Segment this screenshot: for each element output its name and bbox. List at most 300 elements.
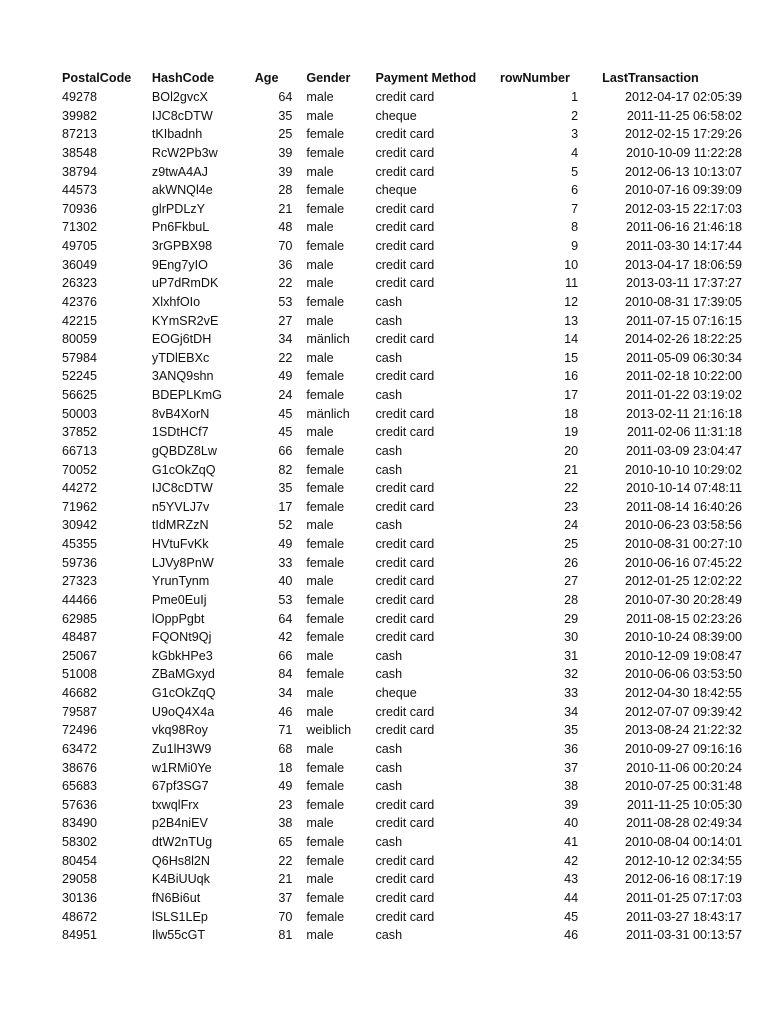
cell-hash-code: ZBaMGxyd — [151, 667, 215, 682]
cell-payment-method: credit card — [375, 723, 435, 738]
table-row — [62, 647, 742, 666]
table-row — [62, 610, 742, 629]
cell-payment-method: cash — [375, 928, 403, 943]
cell-gender: female — [306, 630, 345, 645]
cell-age: 70 — [278, 909, 293, 924]
cell-postal-code: 71302 — [62, 220, 98, 235]
cell-postal-code: 44466 — [62, 592, 98, 607]
cell-age: 28 — [278, 183, 293, 198]
cell-hash-code: fN6Bi6ut — [151, 890, 201, 905]
cell-postal-code: 42376 — [62, 294, 98, 309]
table-row — [62, 554, 742, 573]
cell-row-number: 29 — [564, 611, 579, 626]
table-row — [62, 870, 742, 889]
table-row — [62, 293, 742, 312]
cell-last-transaction: 2011-03-30 14:17:44 — [625, 239, 742, 253]
cell-age: 22 — [278, 350, 293, 365]
table-row — [62, 312, 742, 331]
table-row — [62, 498, 742, 517]
cell-last-transaction: 2010-08-31 00:27:10 — [625, 537, 742, 551]
cell-postal-code: 27323 — [62, 574, 98, 589]
cell-gender: male — [306, 648, 334, 663]
table-row — [62, 200, 742, 219]
cell-gender: female — [306, 443, 345, 458]
table-row — [62, 423, 742, 442]
cell-age: 81 — [278, 928, 293, 943]
cell-hash-code: KYmSR2vE — [151, 313, 219, 328]
table-row — [62, 721, 742, 740]
cell-postal-code: 36049 — [62, 257, 98, 272]
cell-payment-method: cash — [375, 760, 403, 775]
cell-last-transaction: 2010-12-09 19:08:47 — [625, 648, 742, 663]
cell-payment-method: credit card — [375, 369, 435, 384]
cell-postal-code: 38794 — [62, 164, 98, 179]
cell-gender: female — [306, 183, 345, 198]
cell-postal-code: 26323 — [62, 276, 98, 291]
cell-age: 36 — [278, 257, 293, 272]
cell-row-number: 38 — [564, 779, 579, 794]
cell-hash-code: kGbkHPe3 — [151, 648, 213, 663]
cell-age: 64 — [278, 611, 293, 626]
cell-postal-code: 58302 — [62, 835, 98, 849]
cell-postal-code: 59736 — [62, 555, 98, 570]
cell-postal-code: 80059 — [62, 332, 98, 347]
cell-last-transaction: 2010-10-14 07:48:11 — [625, 481, 742, 496]
table-row — [62, 218, 742, 237]
table-row — [62, 516, 742, 535]
cell-hash-code: Pn6FkbuL — [151, 220, 210, 235]
cell-postal-code: 65683 — [62, 779, 98, 794]
cell-row-number: 37 — [564, 760, 579, 775]
cell-payment-method: cheque — [375, 108, 417, 123]
cell-row-number: 18 — [564, 406, 579, 421]
cell-postal-code: 62985 — [62, 611, 98, 626]
cell-row-number: 39 — [564, 797, 579, 812]
cell-age: 21 — [278, 201, 293, 216]
cell-gender: male — [306, 872, 334, 887]
cell-age: 34 — [278, 332, 293, 347]
cell-gender: male — [306, 928, 334, 943]
cell-age: 53 — [278, 592, 293, 607]
cell-last-transaction: 2011-08-15 02:23:26 — [625, 611, 742, 626]
cell-gender: female — [306, 909, 345, 924]
cell-age: 48 — [278, 220, 293, 235]
cell-postal-code: 80454 — [62, 853, 98, 868]
header-row-number: rowNumber — [499, 71, 570, 85]
cell-postal-code: 49705 — [62, 239, 98, 253]
table-row — [62, 908, 742, 927]
cell-payment-method: credit card — [375, 90, 435, 104]
cell-last-transaction: 2012-06-16 08:17:19 — [625, 872, 742, 887]
cell-payment-method: credit card — [375, 537, 435, 551]
cell-postal-code: 25067 — [62, 648, 98, 663]
table-row — [62, 405, 742, 424]
cell-last-transaction: 2011-03-09 23:04:47 — [625, 443, 742, 458]
cell-payment-method: cash — [375, 462, 403, 477]
cell-gender: female — [306, 239, 345, 253]
cell-payment-method: credit card — [375, 816, 435, 831]
cell-hash-code: dtW2nTUg — [151, 835, 213, 849]
cell-age: 22 — [278, 853, 293, 868]
cell-hash-code: BDEPLKmG — [151, 388, 222, 402]
cell-age: 45 — [278, 406, 293, 421]
cell-payment-method: credit card — [375, 425, 435, 440]
cell-age: 37 — [278, 890, 293, 905]
cell-hash-code: 8vB4XorN — [151, 406, 210, 421]
cell-payment-method: cash — [375, 648, 403, 663]
cell-postal-code: 50003 — [62, 406, 98, 421]
cell-hash-code: FQONt9Qj — [151, 630, 212, 645]
cell-last-transaction: 2011-08-28 02:49:34 — [625, 816, 742, 831]
cell-last-transaction: 2010-06-06 03:53:50 — [625, 667, 742, 682]
cell-gender: female — [306, 592, 345, 607]
cell-last-transaction: 2010-10-10 10:29:02 — [625, 462, 742, 477]
cell-age: 65 — [278, 835, 293, 849]
header-age: Age — [254, 71, 279, 85]
cell-hash-code: gQBDZ8Lw — [151, 443, 217, 458]
cell-row-number: 11 — [565, 276, 579, 291]
cell-age: 34 — [278, 686, 293, 700]
cell-payment-method: credit card — [375, 909, 435, 924]
cell-payment-method: credit card — [375, 890, 435, 905]
cell-last-transaction: 2011-11-25 10:05:30 — [626, 797, 742, 812]
cell-age: 23 — [278, 797, 293, 812]
table-row — [62, 833, 742, 852]
table-row — [62, 740, 742, 759]
cell-gender: male — [306, 313, 334, 328]
cell-hash-code: IJC8cDTW — [151, 481, 213, 496]
cell-last-transaction: 2010-07-16 09:39:09 — [625, 183, 742, 198]
cell-hash-code: tIdMRZzN — [151, 518, 209, 533]
cell-postal-code: 48487 — [62, 630, 98, 645]
cell-hash-code: akWNQl4e — [151, 183, 213, 198]
cell-last-transaction: 2011-06-16 21:46:18 — [625, 220, 742, 235]
table-row — [62, 125, 742, 144]
cell-payment-method: credit card — [375, 127, 435, 142]
cell-row-number: 5 — [571, 164, 579, 179]
cell-gender: female — [306, 890, 345, 905]
cell-gender: female — [306, 499, 345, 514]
cell-postal-code: 66713 — [62, 443, 98, 458]
cell-gender: female — [306, 611, 345, 626]
cell-postal-code: 70052 — [62, 462, 98, 477]
cell-postal-code: 46682 — [62, 686, 98, 700]
cell-row-number: 45 — [564, 909, 579, 924]
cell-age: 49 — [278, 369, 293, 384]
cell-last-transaction: 2010-10-09 11:22:28 — [625, 145, 742, 160]
data-sheet — [0, 68, 768, 945]
cell-age: 45 — [278, 425, 293, 440]
cell-payment-method: cash — [375, 779, 403, 794]
cell-last-transaction: 2013-08-24 21:22:32 — [625, 723, 742, 738]
cell-postal-code: 51008 — [62, 667, 98, 682]
cell-payment-method: cash — [375, 388, 403, 402]
cell-postal-code: 39982 — [62, 108, 98, 123]
cell-payment-method: cash — [375, 518, 403, 533]
cell-last-transaction: 2012-04-30 18:42:55 — [625, 686, 742, 700]
cell-gender: female — [306, 537, 345, 551]
cell-row-number: 23 — [564, 499, 579, 514]
cell-last-transaction: 2011-02-06 11:31:18 — [626, 425, 742, 440]
cell-postal-code: 84951 — [62, 928, 98, 943]
cell-last-transaction: 2010-10-24 08:39:00 — [625, 630, 742, 645]
cell-payment-method: cash — [375, 667, 403, 682]
cell-row-number: 36 — [564, 741, 579, 756]
cell-row-number: 1 — [571, 90, 579, 104]
cell-payment-method: credit card — [375, 853, 435, 868]
cell-payment-method: credit card — [375, 797, 435, 812]
cell-gender: male — [306, 816, 334, 831]
table-row — [62, 814, 742, 833]
table-row — [62, 591, 742, 610]
table-row — [62, 852, 742, 871]
table-row — [62, 237, 742, 256]
cell-age: 49 — [278, 779, 293, 794]
cell-row-number: 30 — [564, 630, 579, 645]
cell-last-transaction: 2011-07-15 07:16:15 — [625, 313, 742, 328]
data-table — [62, 68, 742, 945]
cell-gender: female — [306, 201, 345, 216]
cell-row-number: 19 — [564, 425, 579, 440]
cell-row-number: 12 — [564, 294, 579, 309]
cell-payment-method: credit card — [375, 239, 435, 253]
cell-age: 24 — [278, 388, 293, 402]
cell-hash-code: LJVy8PnW — [151, 555, 214, 570]
cell-payment-method: credit card — [375, 574, 435, 589]
cell-gender: male — [306, 574, 334, 589]
header-last-transaction: LastTransaction — [602, 71, 699, 85]
cell-gender: male — [306, 425, 334, 440]
cell-row-number: 21 — [564, 462, 579, 477]
cell-age: 35 — [278, 481, 293, 496]
cell-gender: female — [306, 388, 345, 402]
cell-row-number: 28 — [564, 592, 579, 607]
cell-last-transaction: 2010-08-31 17:39:05 — [625, 294, 742, 309]
header-hash-code: HashCode — [151, 71, 215, 85]
cell-payment-method: cash — [375, 835, 403, 849]
cell-hash-code: n5YVLJ7v — [151, 499, 210, 514]
cell-postal-code: 72496 — [62, 723, 98, 738]
table-row — [62, 684, 742, 703]
cell-hash-code: G1cOkZqQ — [151, 686, 216, 700]
cell-row-number: 4 — [571, 145, 579, 160]
cell-postal-code: 37852 — [62, 425, 98, 440]
cell-last-transaction: 2011-03-27 18:43:17 — [625, 909, 742, 924]
cell-payment-method: credit card — [375, 332, 435, 347]
cell-gender: female — [306, 853, 345, 868]
cell-last-transaction: 2010-06-16 07:45:22 — [625, 555, 742, 570]
cell-gender: male — [306, 741, 334, 756]
cell-payment-method: credit card — [375, 555, 435, 570]
cell-hash-code: p2B4niEV — [151, 816, 208, 831]
cell-postal-code: 45355 — [62, 537, 98, 551]
cell-postal-code: 70936 — [62, 201, 98, 216]
cell-age: 66 — [278, 648, 293, 663]
cell-last-transaction: 2013-02-11 21:16:18 — [625, 406, 742, 421]
cell-payment-method: cash — [375, 741, 403, 756]
cell-hash-code: U9oQ4X4a — [151, 704, 215, 719]
table-row — [62, 535, 742, 554]
cell-payment-method: credit card — [375, 257, 435, 272]
cell-hash-code: txwqlFrx — [151, 797, 199, 812]
cell-hash-code: BOl2gvcX — [151, 90, 208, 104]
cell-hash-code: Q6Hs8l2N — [151, 853, 210, 868]
cell-age: 40 — [278, 574, 293, 589]
table-row — [62, 256, 742, 275]
cell-hash-code: yTDlEBXc — [151, 350, 210, 365]
cell-row-number: 44 — [564, 890, 579, 905]
table-row — [62, 572, 742, 591]
cell-payment-method: cash — [375, 350, 403, 365]
cell-hash-code: RcW2Pb3w — [151, 145, 218, 160]
cell-hash-code: Zu1lH3W9 — [151, 741, 212, 756]
cell-age: 64 — [278, 90, 293, 104]
cell-age: 18 — [278, 760, 293, 775]
cell-gender: female — [306, 294, 345, 309]
cell-postal-code: 57984 — [62, 350, 98, 365]
table-row — [62, 628, 742, 647]
cell-hash-code: 3ANQ9shn — [151, 369, 214, 384]
cell-gender: male — [306, 90, 334, 104]
cell-row-number: 9 — [571, 239, 579, 253]
cell-hash-code: 9Eng7yIO — [151, 257, 208, 272]
cell-age: 21 — [278, 872, 293, 887]
cell-row-number: 16 — [564, 369, 579, 384]
cell-gender: male — [306, 350, 334, 365]
cell-postal-code: 30942 — [62, 518, 98, 533]
cell-gender: female — [306, 369, 345, 384]
cell-age: 71 — [278, 723, 293, 738]
cell-hash-code: z9twA4AJ — [151, 164, 208, 179]
cell-last-transaction: 2011-01-25 07:17:03 — [625, 890, 742, 905]
cell-postal-code: 56625 — [62, 388, 98, 402]
cell-age: 42 — [278, 630, 293, 645]
cell-last-transaction: 2010-09-27 09:16:16 — [625, 741, 742, 756]
cell-payment-method: cash — [375, 313, 403, 328]
cell-row-number: 24 — [564, 518, 579, 533]
cell-age: 33 — [278, 555, 293, 570]
table-row — [62, 386, 742, 405]
cell-gender: female — [306, 835, 345, 849]
cell-postal-code: 63472 — [62, 741, 98, 756]
cell-age: 49 — [278, 537, 293, 551]
cell-payment-method: credit card — [375, 276, 435, 291]
cell-hash-code: G1cOkZqQ — [151, 462, 216, 477]
cell-payment-method: credit card — [375, 164, 435, 179]
cell-hash-code: lOppPgbt — [151, 611, 205, 626]
cell-hash-code: HVtuFvKk — [151, 537, 209, 551]
cell-row-number: 42 — [564, 853, 579, 868]
table-row — [62, 461, 742, 480]
cell-postal-code: 83490 — [62, 816, 98, 831]
cell-row-number: 2 — [571, 108, 579, 123]
cell-row-number: 43 — [564, 872, 579, 887]
cell-last-transaction: 2012-02-15 17:29:26 — [625, 127, 742, 142]
cell-hash-code: K4BiUUqk — [151, 872, 210, 887]
header-payment-method: Payment Method — [375, 71, 477, 85]
cell-payment-method: cash — [375, 294, 403, 309]
cell-last-transaction: 2010-07-25 00:31:48 — [625, 779, 742, 794]
cell-hash-code: uP7dRmDK — [151, 276, 219, 291]
cell-gender: male — [306, 276, 334, 291]
cell-row-number: 41 — [564, 835, 579, 849]
cell-gender: male — [306, 704, 334, 719]
cell-gender: male — [306, 518, 334, 533]
cell-payment-method: credit card — [375, 481, 435, 496]
cell-last-transaction: 2012-10-12 02:34:55 — [625, 853, 742, 868]
cell-age: 84 — [278, 667, 293, 682]
cell-hash-code: XlxhfOIo — [151, 294, 201, 309]
cell-last-transaction: 2011-05-09 06:30:34 — [625, 350, 742, 365]
cell-postal-code: 71962 — [62, 499, 98, 514]
cell-payment-method: cheque — [375, 686, 417, 700]
cell-postal-code: 44573 — [62, 183, 98, 198]
cell-last-transaction: 2010-07-30 20:28:49 — [625, 592, 742, 607]
cell-row-number: 31 — [564, 648, 579, 663]
cell-gender: weiblich — [306, 723, 352, 738]
cell-payment-method: cheque — [375, 183, 417, 198]
cell-postal-code: 29058 — [62, 872, 98, 887]
cell-hash-code: IJC8cDTW — [151, 108, 213, 123]
table-row — [62, 144, 742, 163]
cell-age: 53 — [278, 294, 293, 309]
cell-row-number: 26 — [564, 555, 579, 570]
cell-row-number: 46 — [564, 928, 579, 943]
cell-last-transaction: 2011-08-14 16:40:26 — [625, 499, 742, 514]
cell-postal-code: 44272 — [62, 481, 98, 496]
table-row — [62, 703, 742, 722]
cell-hash-code: 3rGPBX98 — [151, 239, 213, 253]
cell-hash-code: 1SDtHCf7 — [151, 425, 209, 440]
cell-last-transaction: 2012-01-25 12:02:22 — [625, 574, 742, 589]
cell-age: 39 — [278, 145, 293, 160]
cell-last-transaction: 2014-02-26 18:22:25 — [625, 332, 742, 347]
cell-postal-code: 79587 — [62, 704, 98, 719]
table-row — [62, 926, 742, 945]
header-postal-code: PostalCode — [62, 71, 132, 85]
cell-postal-code: 42215 — [62, 313, 98, 328]
cell-payment-method: credit card — [375, 406, 435, 421]
table-row — [62, 665, 742, 684]
cell-last-transaction: 2012-03-15 22:17:03 — [625, 201, 742, 216]
cell-gender: female — [306, 145, 345, 160]
table-row — [62, 163, 742, 182]
cell-postal-code: 57636 — [62, 797, 98, 812]
cell-payment-method: credit card — [375, 220, 435, 235]
cell-row-number: 40 — [564, 816, 579, 831]
cell-row-number: 25 — [564, 537, 579, 551]
cell-age: 82 — [278, 462, 293, 477]
cell-row-number: 8 — [571, 220, 579, 235]
cell-last-transaction: 2010-08-04 00:14:01 — [625, 835, 742, 849]
cell-row-number: 15 — [564, 350, 579, 365]
cell-hash-code: vkq98Roy — [151, 723, 208, 738]
cell-row-number: 6 — [571, 183, 579, 198]
cell-gender: female — [306, 481, 345, 496]
cell-age: 38 — [278, 816, 293, 831]
table-row — [62, 274, 742, 293]
table-row — [62, 442, 742, 461]
cell-gender: male — [306, 686, 334, 700]
cell-gender: male — [306, 220, 334, 235]
cell-gender: male — [306, 164, 334, 179]
header-row — [62, 68, 742, 88]
cell-gender: female — [306, 760, 345, 775]
table-row — [62, 759, 742, 778]
cell-hash-code: tKIbadnh — [151, 127, 203, 142]
cell-hash-code: YrunTynm — [151, 574, 210, 589]
cell-payment-method: credit card — [375, 611, 435, 626]
